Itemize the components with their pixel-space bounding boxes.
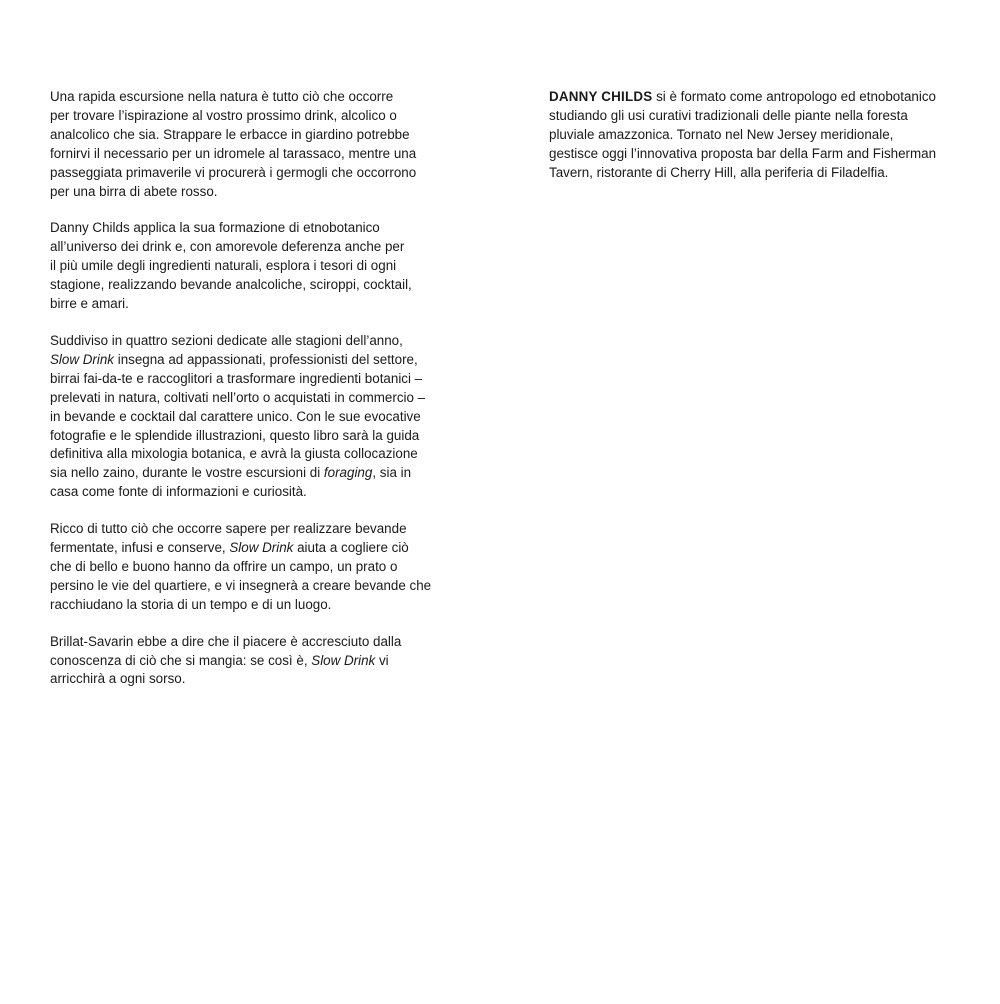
text-line: per trovare l’ispirazione al vostro prossimo drink, alcolico o	[50, 107, 397, 123]
paragraph-author-bio	[549, 88, 969, 183]
text-line: birrai fai-da-te e raccoglitori a trasformare ingredienti botanici –	[50, 370, 423, 386]
text-fragment: , sia in	[372, 465, 412, 481]
text-line: persino le vie del quartiere, e vi insegnerà a creare bevande che	[50, 577, 432, 593]
text-fragment: aiuta a cogliere ciò	[293, 540, 409, 556]
text-line: casa come fonte di informazioni e curiosità.	[50, 484, 307, 500]
text-line: gestisce oggi l’innovativa proposta bar della Farm and Fisherman	[549, 145, 937, 161]
book-title: Slow Drink	[311, 652, 376, 668]
book-title: Slow Drink	[229, 540, 294, 556]
text-fragment: vi	[375, 652, 389, 668]
paragraph-contents	[50, 520, 470, 615]
text-line	[50, 539, 470, 558]
text-line: Suddiviso in quattro sezioni dedicate alle stagioni dell’anno,	[50, 332, 403, 348]
text-line: fotografie e le splendide illustrazioni, questo libro sarà la guida	[50, 427, 420, 443]
text-fragment: si è formato come antropologo ed etnobotanico	[652, 89, 936, 104]
italic-term: foraging	[323, 465, 373, 481]
paragraph-intro	[50, 88, 470, 201]
text-line: racchiudano la storia di un tempo e di un luogo.	[50, 596, 332, 612]
book-title: Slow Drink	[50, 351, 114, 367]
text-line: stagione, realizzando bevande analcoliche, sciroppi, cocktail,	[50, 277, 412, 293]
text-line: in bevande e cocktail dal carattere unico. Con le sue evocative	[50, 408, 421, 424]
paragraph-quote	[50, 633, 470, 690]
text-line: Una rapida escursione nella natura è tutto ciò che occorre	[50, 89, 394, 104]
text-line: arricchirà a ogni sorso.	[50, 671, 186, 687]
text-fragment: sia nello zaino, durante le vostre escursioni di	[50, 465, 324, 481]
paragraph-author-approach	[50, 219, 470, 314]
text-line: passeggiata primaverile vi procurerà i germogli che occorrono	[50, 164, 417, 180]
text-line: Danny Childs applica la sua formazione di etnobotanico	[50, 220, 380, 236]
text-line	[50, 652, 470, 671]
author-bio	[549, 88, 969, 183]
text-line: il più umile degli ingredienti naturali, esplora i tesori di ogni	[50, 258, 397, 274]
author-name: DANNY CHILDS	[549, 89, 653, 104]
text-line: Brillat-Savarin ebbe a dire che il piacere è accresciuto dalla	[50, 633, 402, 649]
text-line: pluviale amazzonica. Tornato nel New Jersey meridionale,	[549, 126, 894, 142]
text-line: birre e amari.	[50, 296, 129, 312]
text-line: studiando gli usi curativi tradizionali delle piante nella foresta	[549, 107, 908, 123]
text-line: per una birra di abete rosso.	[50, 183, 218, 199]
text-line	[50, 351, 470, 370]
text-line	[549, 88, 969, 107]
text-fragment: fermentate, infusi e conserve,	[50, 540, 230, 556]
text-line: definitiva alla mixologia botanica, e avrà la giusta collocazione	[50, 446, 418, 462]
text-line: all’universo dei drink e, con amorevole deferenza anche per	[50, 239, 405, 255]
text-line: prelevati in natura, coltivati nell’orto o acquistati in commercio –	[50, 389, 426, 405]
text-line	[50, 464, 470, 483]
text-line: che di bello e buono hanno da offrire un campo, un prato o	[50, 558, 398, 574]
text-line: Tavern, ristorante di Cherry Hill, alla periferia di Filadelfia.	[549, 164, 889, 180]
text-line: Ricco di tutto ciò che occorre sapere per realizzare bevande	[50, 521, 407, 537]
text-line: fornirvi il necessario per un idromele al tarassaco, mentre una	[50, 145, 417, 161]
paragraph-book-structure	[50, 332, 470, 502]
text-line: analcolico che sia. Strappare le erbacce in giardino potrebbe	[50, 126, 410, 142]
book-description	[50, 88, 470, 707]
text-fragment: insegna ad appassionati, professionisti del settore,	[114, 351, 418, 367]
text-fragment: conoscenza di ciò che si mangia: se così è,	[50, 652, 312, 668]
